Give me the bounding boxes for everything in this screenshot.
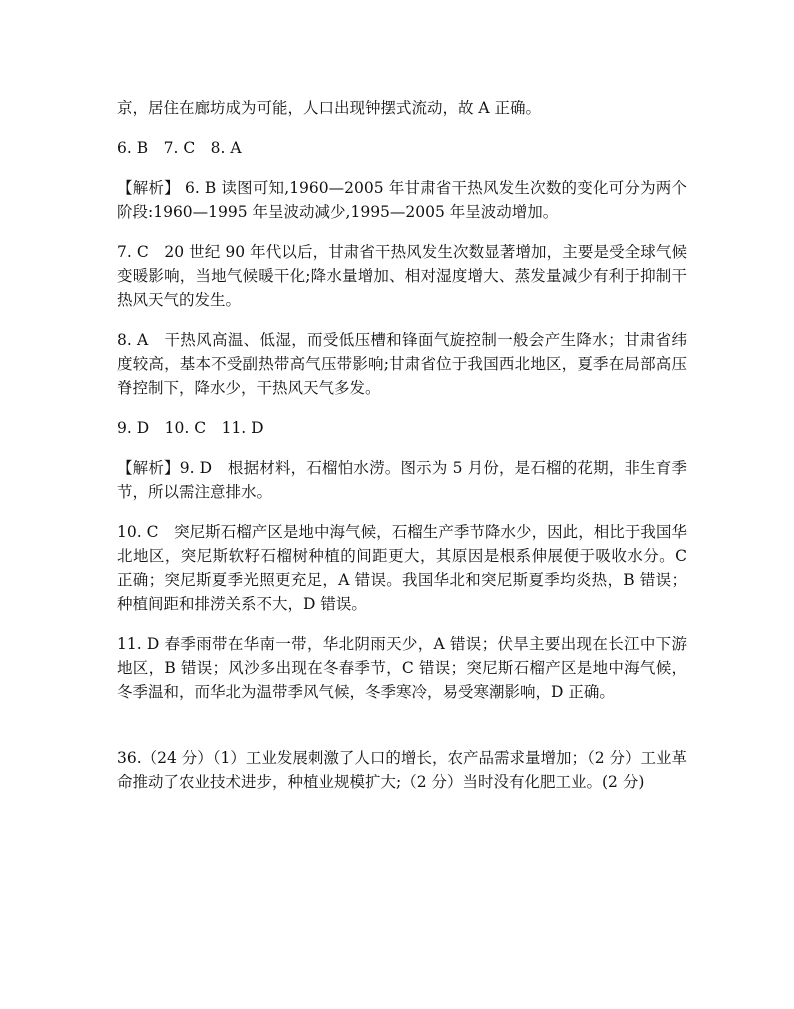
explanation-6: 【解析】 6. B 读图可知,1960—2005 年甘肃省干热风发生次数的变化可分为两个阶段:1960—1995 年呈波动减少,1995—2005 年呈波动增加。: [117, 179, 687, 221]
answers-6-8: 6. B 7. C 8. A: [117, 139, 242, 157]
explanation-8: 8. A 干热风高温、低湿，而受低压槽和锋面气旋控制一般会产生降水；甘肃省纬度较高，基本不受副热带高气压带影响;甘肃省位于我国西北地区，夏季在局部高压脊控制下，降水少，干热风天气多发。: [117, 331, 687, 397]
answers-9-11: 9. D 10. C 11. D: [117, 419, 264, 437]
explanation-11: 11. D 春季雨带在华南一带，华北阴雨天少，A 错误；伏旱主要出现在长江中下游地区，B 错误；风沙多出现在冬春季节，C 错误；突尼斯石榴产区是地中海气候，冬季温和，而华北为温带季风气候，冬季寒冷，易受寒潮影响，D 正确。: [117, 635, 687, 701]
answer-36: 36.（24 分）（1）工业发展刺激了人口的增长，农产品需求量增加；（2 分）工业革命推动了农业技术进步，种植业规模扩大;（2 分）当时没有化肥工业。(2 分): [117, 749, 687, 791]
explanation-7: 7. C 20 世纪 90 年代以后，甘肃省干热风发生次数显著增加，主要是受全球气候变暖影响，当地气候暖干化;降水量增加、相对湿度增大、蒸发量减少有利于抑制干热风天气的发生。: [117, 243, 687, 309]
answer-text-body: [117, 96, 687, 810]
explanation-10: 10. C 突尼斯石榴产区是地中海气候，石榴生产季节降水少，因此，相比于我国华北地区，突尼斯软籽石榴树种植的间距更大，其原因是根系伸展便于吸收水分。C 正确；突尼斯夏季光照更充足，A 错误。我国华北和突尼斯夏季均炎热，B 错误；种植间距和排涝关系不大，D 错误。: [117, 523, 687, 613]
paragraph-continuation: 京，居住在廊坊成为可能，人口出现钟摆式流动，故 A 正确。: [117, 99, 542, 117]
explanation-9: 【解析】9. D 根据材料，石榴怕水涝。图示为 5 月份，是石榴的花期，非生育季节，所以需注意排水。: [117, 459, 687, 501]
